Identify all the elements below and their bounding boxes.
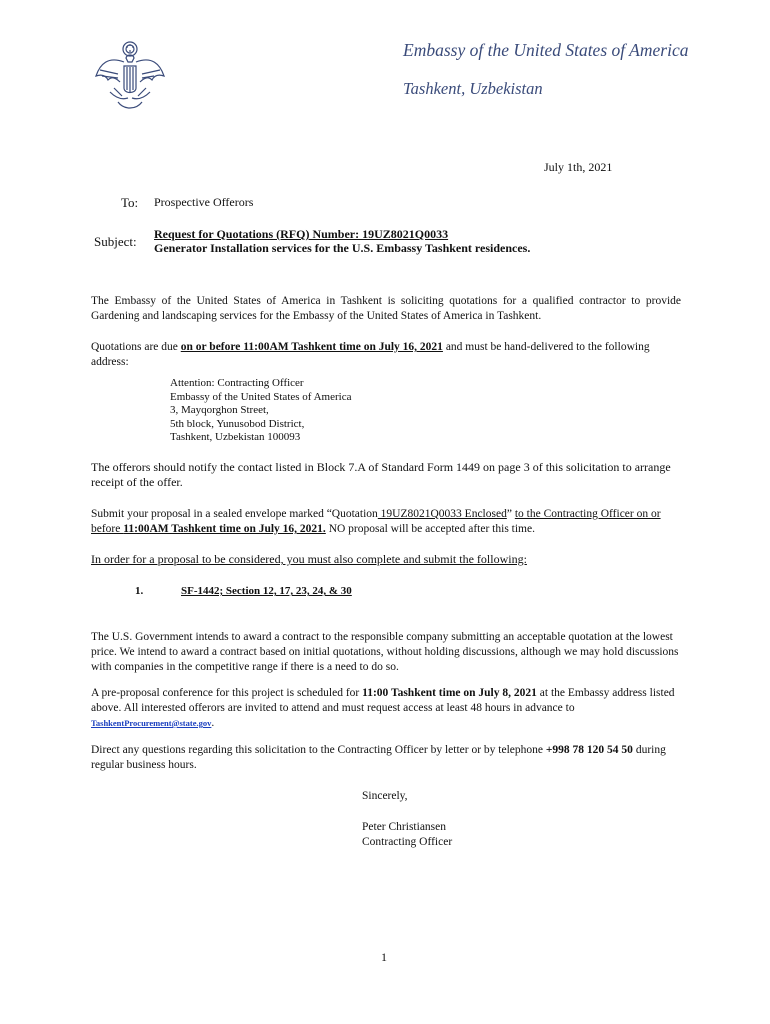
intro-paragraph: The Embassy of the United States of America in Tashkent is soliciting quotations for a qualified contractor to provide Gardening and landscaping services for the Embassy of the United States of America in Tashkent. — [91, 295, 681, 322]
conference-paragraph — [91, 686, 681, 731]
subject-label: Subject: — [94, 234, 137, 249]
requirement-item: SF-1442; Section 12, 17, 23, 24, & 30 — [181, 585, 352, 597]
procurement-email-link[interactable]: TashkentProcurement@state.gov — [91, 718, 212, 728]
address-line: Embassy of the United States of America — [170, 390, 352, 403]
signer-name: Peter Christiansen — [362, 821, 446, 833]
to-label: To: — [121, 195, 139, 210]
subject-rfq-number: Request for Quotations (RFQ) Number: 19UZ8021Q0033 — [154, 227, 449, 241]
address-line: Tashkent, Uzbekistan 100093 — [170, 431, 301, 443]
contact-phone: +998 78 120 54 50 — [545, 744, 633, 756]
closing-salutation: Sincerely, — [362, 790, 408, 802]
due-text-end: and must be hand-delivered to the following address: — [91, 341, 650, 368]
requirements-heading: In order for a proposal to be considered, you must also complete and submit the following: — [91, 552, 527, 566]
subject-description: Generator Installation services for the U.S. Embassy Tashkent residences. — [154, 241, 531, 255]
submission-paragraph — [91, 507, 681, 537]
contact-paragraph — [91, 743, 681, 773]
letter-date: July 1th, 2021 — [544, 160, 613, 174]
delivery-address — [170, 377, 351, 445]
conference-time: 11:00 Tashkent time on July 8, 2021 — [362, 687, 537, 699]
address-line: 3, Mayqorghon Street, — [170, 404, 269, 416]
embassy-name-heading: Embassy of the United States of America — [403, 40, 689, 60]
submission-warning: NO proposal will be accepted after this time. — [325, 523, 535, 535]
notify-paragraph: The offerors should notify the contact listed in Block 7.A of Standard Form 1449 on page 3 of this solicitation to arrange receipt of the offer. — [91, 460, 671, 489]
contact-text-start: Direct any questions regarding this solicitation to the Contracting Officer by letter or by telephone — [91, 744, 546, 756]
submission-deadline: 11:00AM Tashkent time on July 16, 2021. — [123, 523, 326, 535]
submission-quote-close: ” — [506, 508, 515, 520]
address-line: 5th block, Yunusobod District, — [170, 417, 305, 430]
due-date-paragraph — [91, 340, 681, 370]
award-paragraph: The U.S. Government intends to award a contract to the responsible company submitting an acceptable quotation at the lowest price. We intend to award a contract based on initial quotations, without holding discussions, although we may hold discussions with companies in the competitive range if there is a need to do so. — [91, 631, 679, 673]
eagle-seal-icon — [94, 40, 166, 116]
submission-rfq-number: 19UZ8021Q0033 Enclosed — [377, 508, 507, 520]
due-deadline: on or before 11:00AM Tashkent time on July 16, 2021 — [180, 341, 443, 353]
to-recipient: Prospective Offerors — [154, 195, 254, 209]
submission-text-start: Submit your proposal in a sealed envelope marked “Quotation — [91, 508, 378, 520]
signer-title: Contracting Officer — [362, 836, 453, 848]
submission-recipient: to the Contracting Officer on or before — [91, 508, 661, 535]
conference-text-mid: at the Embassy address listed above. All interested offerors are invited to attend and must request access at least 48 hours in advance to — [91, 687, 675, 714]
contact-text-end: during regular business hours. — [91, 744, 666, 771]
conference-text-end: . — [211, 717, 215, 729]
requirement-number: 1. — [135, 585, 144, 597]
embassy-location-heading: Tashkent, Uzbekistan — [403, 79, 543, 98]
conference-text-start: A pre-proposal conference for this project is scheduled for — [91, 687, 363, 699]
page-number: 1 — [381, 950, 387, 964]
due-text-start: Quotations are due — [91, 341, 181, 353]
address-line: Attention: Contracting Officer — [170, 377, 304, 389]
